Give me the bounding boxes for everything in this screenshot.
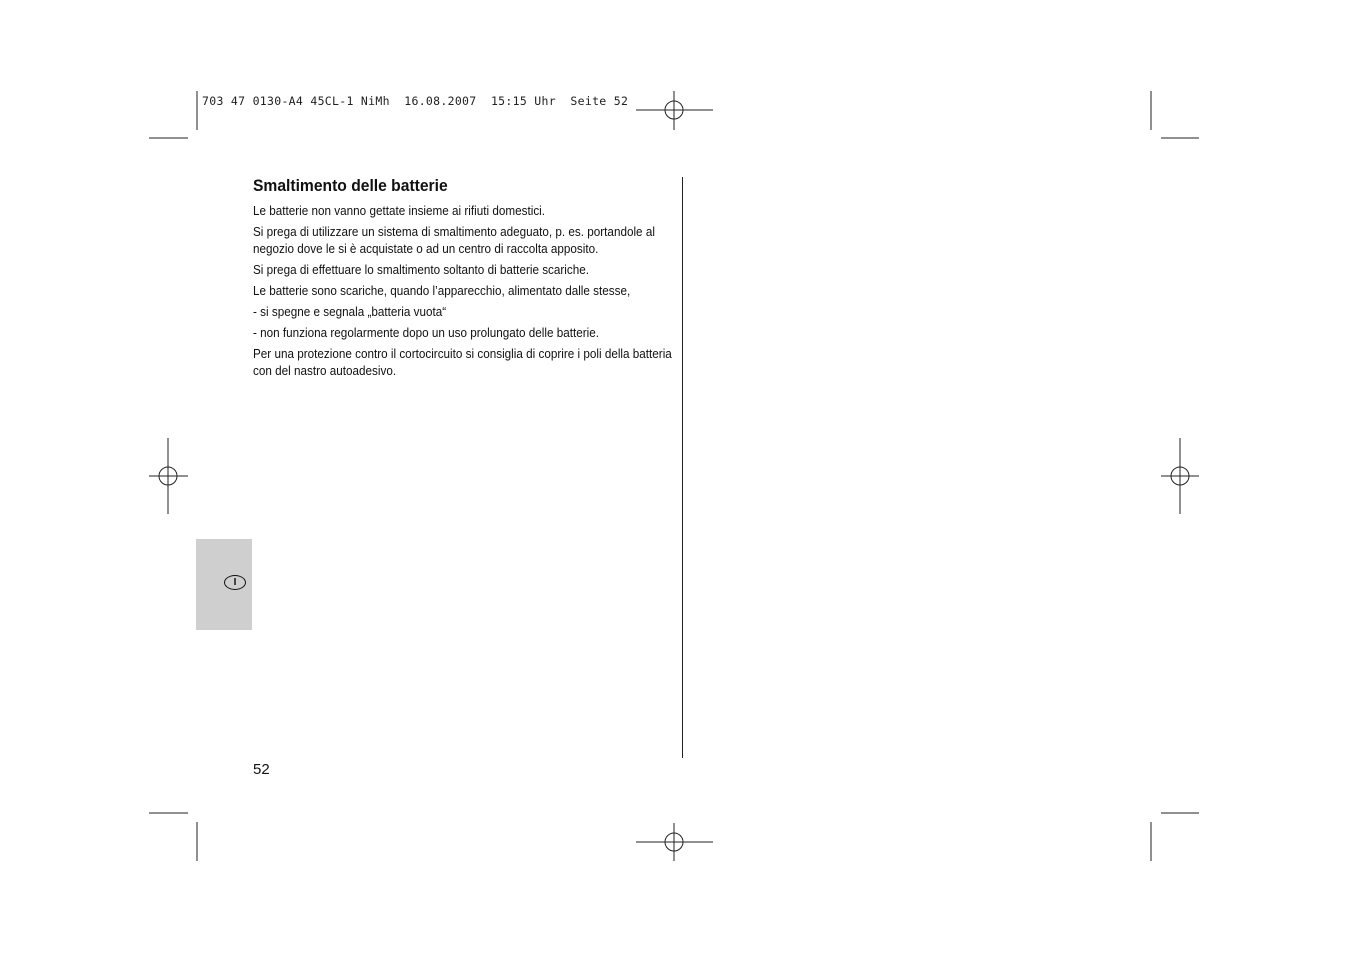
section-title: Smaltimento delle batterie [253, 176, 448, 195]
registration-mark-top [636, 91, 713, 130]
paragraph: Per una protezione contro il cortocircuito si consiglia di coprire i poli della batteria con del nastro autoadesivo. [253, 346, 672, 378]
paragraph: Si prega di effettuare lo smaltimento soltanto di batterie scariche. [253, 262, 590, 277]
registration-mark-right [1161, 438, 1199, 514]
paragraph: Le batterie sono scariche, quando l’apparecchio, alimentato dalle stesse, [253, 283, 631, 298]
print-slug-line: 703 47 0130-A4 45CL-1 NiMh 16.08.2007 15:15 Uhr Seite 52 [202, 94, 629, 108]
language-badge: I [224, 575, 246, 590]
registration-mark-left [149, 438, 188, 514]
paragraph: Si prega di utilizzare un sistema di smaltimento adeguato, p. es. portandole al negozio dove le si è acquistate o ad un centro di raccolta apposito. [253, 224, 655, 256]
page-number: 52 [253, 761, 270, 778]
section-body [253, 202, 676, 383]
paragraph: Le batterie non vanno gettate insieme ai rifiuti domestici. [253, 203, 546, 218]
list-item: - si spegne e segnala „batteria vuota“ [253, 304, 447, 319]
column-divider [682, 177, 683, 758]
registration-mark-bottom [636, 823, 713, 861]
list-item: - non funziona regolarmente dopo un uso prolungato delle batterie. [253, 325, 600, 340]
